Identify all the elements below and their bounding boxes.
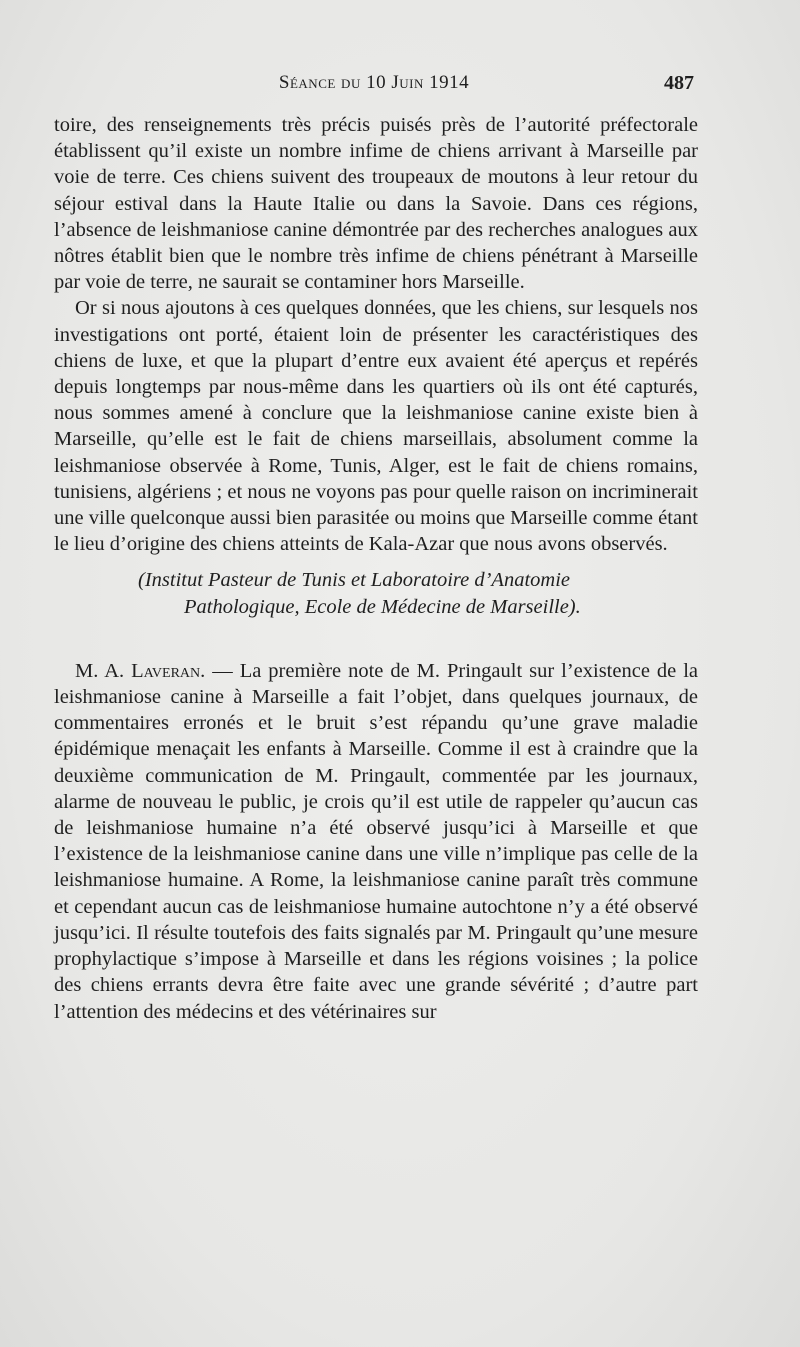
running-head: Séance du 10 Juin 1914 [278, 72, 470, 93]
affiliation-line-2: Pathologique, Ecole de Médecine de Marseille). [184, 595, 581, 618]
page-header [54, 72, 694, 102]
affiliation-line-1: (Institut Pasteur de Tunis et Laboratoire d’Anatomie [138, 569, 571, 592]
author-affiliation [54, 567, 698, 619]
laveran-comment [54, 658, 698, 1025]
speaker-name: M. A. Laveran. [75, 659, 206, 682]
body-text [54, 112, 698, 1025]
comment-text: — La première note de M. Pringault sur l’existence de la leishmaniose canine à Marseille a fait l’objet, dans quelques journaux, de commentaires erronés et le bruit s’est répandu qu’une grave maladie épidémique menaçait les enfants à Marseille. Comme il est à craindre que la deuxième communication de M. Pringault, commentée par les journaux, alarme de nouveau le public, je crois qu’il est utile de rappeler qu’aucun cas de leishmaniose humaine n’a été observé jusqu’ici à Marseille et que l’existence de la leishmaniose canine dans une ville n’implique pas celle de la leishmaniose humaine. A Rome, la leishmaniose canine paraît très commune et cependant aucun cas de leishmaniose humaine autochtone n’y a été observé jusqu’ici. Il résulte toutefois des faits signalés par M. Pringault qu’une mesure prophylactique s’impose à Marseille et dans les régions voisines ; la police des chiens errants devra être faite avec une grande sévérité ; d’autre part l’attention des médecins et des vétérinaires sur [54, 659, 699, 1023]
page-number: 487 [664, 72, 694, 94]
paragraph-continued: toire, des renseignements très précis puisés près de l’autorité préfectorale établissent qu’il existe un nombre infime de chiens arrivant à Marseille par voie de terre. Ces chiens suivent des troupeaux de moutons à leur retour du séjour estival dans la Haute Italie ou dans la Savoie. Dans ces régions, l’absence de leishmaniose canine démontrée par des recherches analogues aux nôtres établit bien que le nombre très infime de chiens pénétrant à Marseille par voie de terre, ne saurait se contaminer hors Marseille. [54, 114, 698, 294]
section-spacer [54, 620, 698, 658]
paragraph-conclusion: Or si nous ajoutons à ces quelques données, que les chiens, sur lesquels nos investigations ont porté, étaient loin de présenter les caractéristiques des chiens de luxe, et que la plupart d’entre eux avaient été aperçus et repérés depuis longtemps par nous-même dans les quartiers où ils ont été capturés, nous sommes amené à conclure que la leishmaniose canine existe bien à Marseille, qu’elle est le fait de chiens marseillais, absolument comme la leishmaniose observée à Rome, Tunis, Alger, est le fait de chiens romains, tunisiens, algériens ; et nous ne voyons pas pour quelle raison on incriminerait une ville quelconque aussi bien parasitée ou moins que Marseille comme étant le lieu d’origine des chiens atteints de Kala-Azar que nous avons observés. [54, 297, 698, 556]
